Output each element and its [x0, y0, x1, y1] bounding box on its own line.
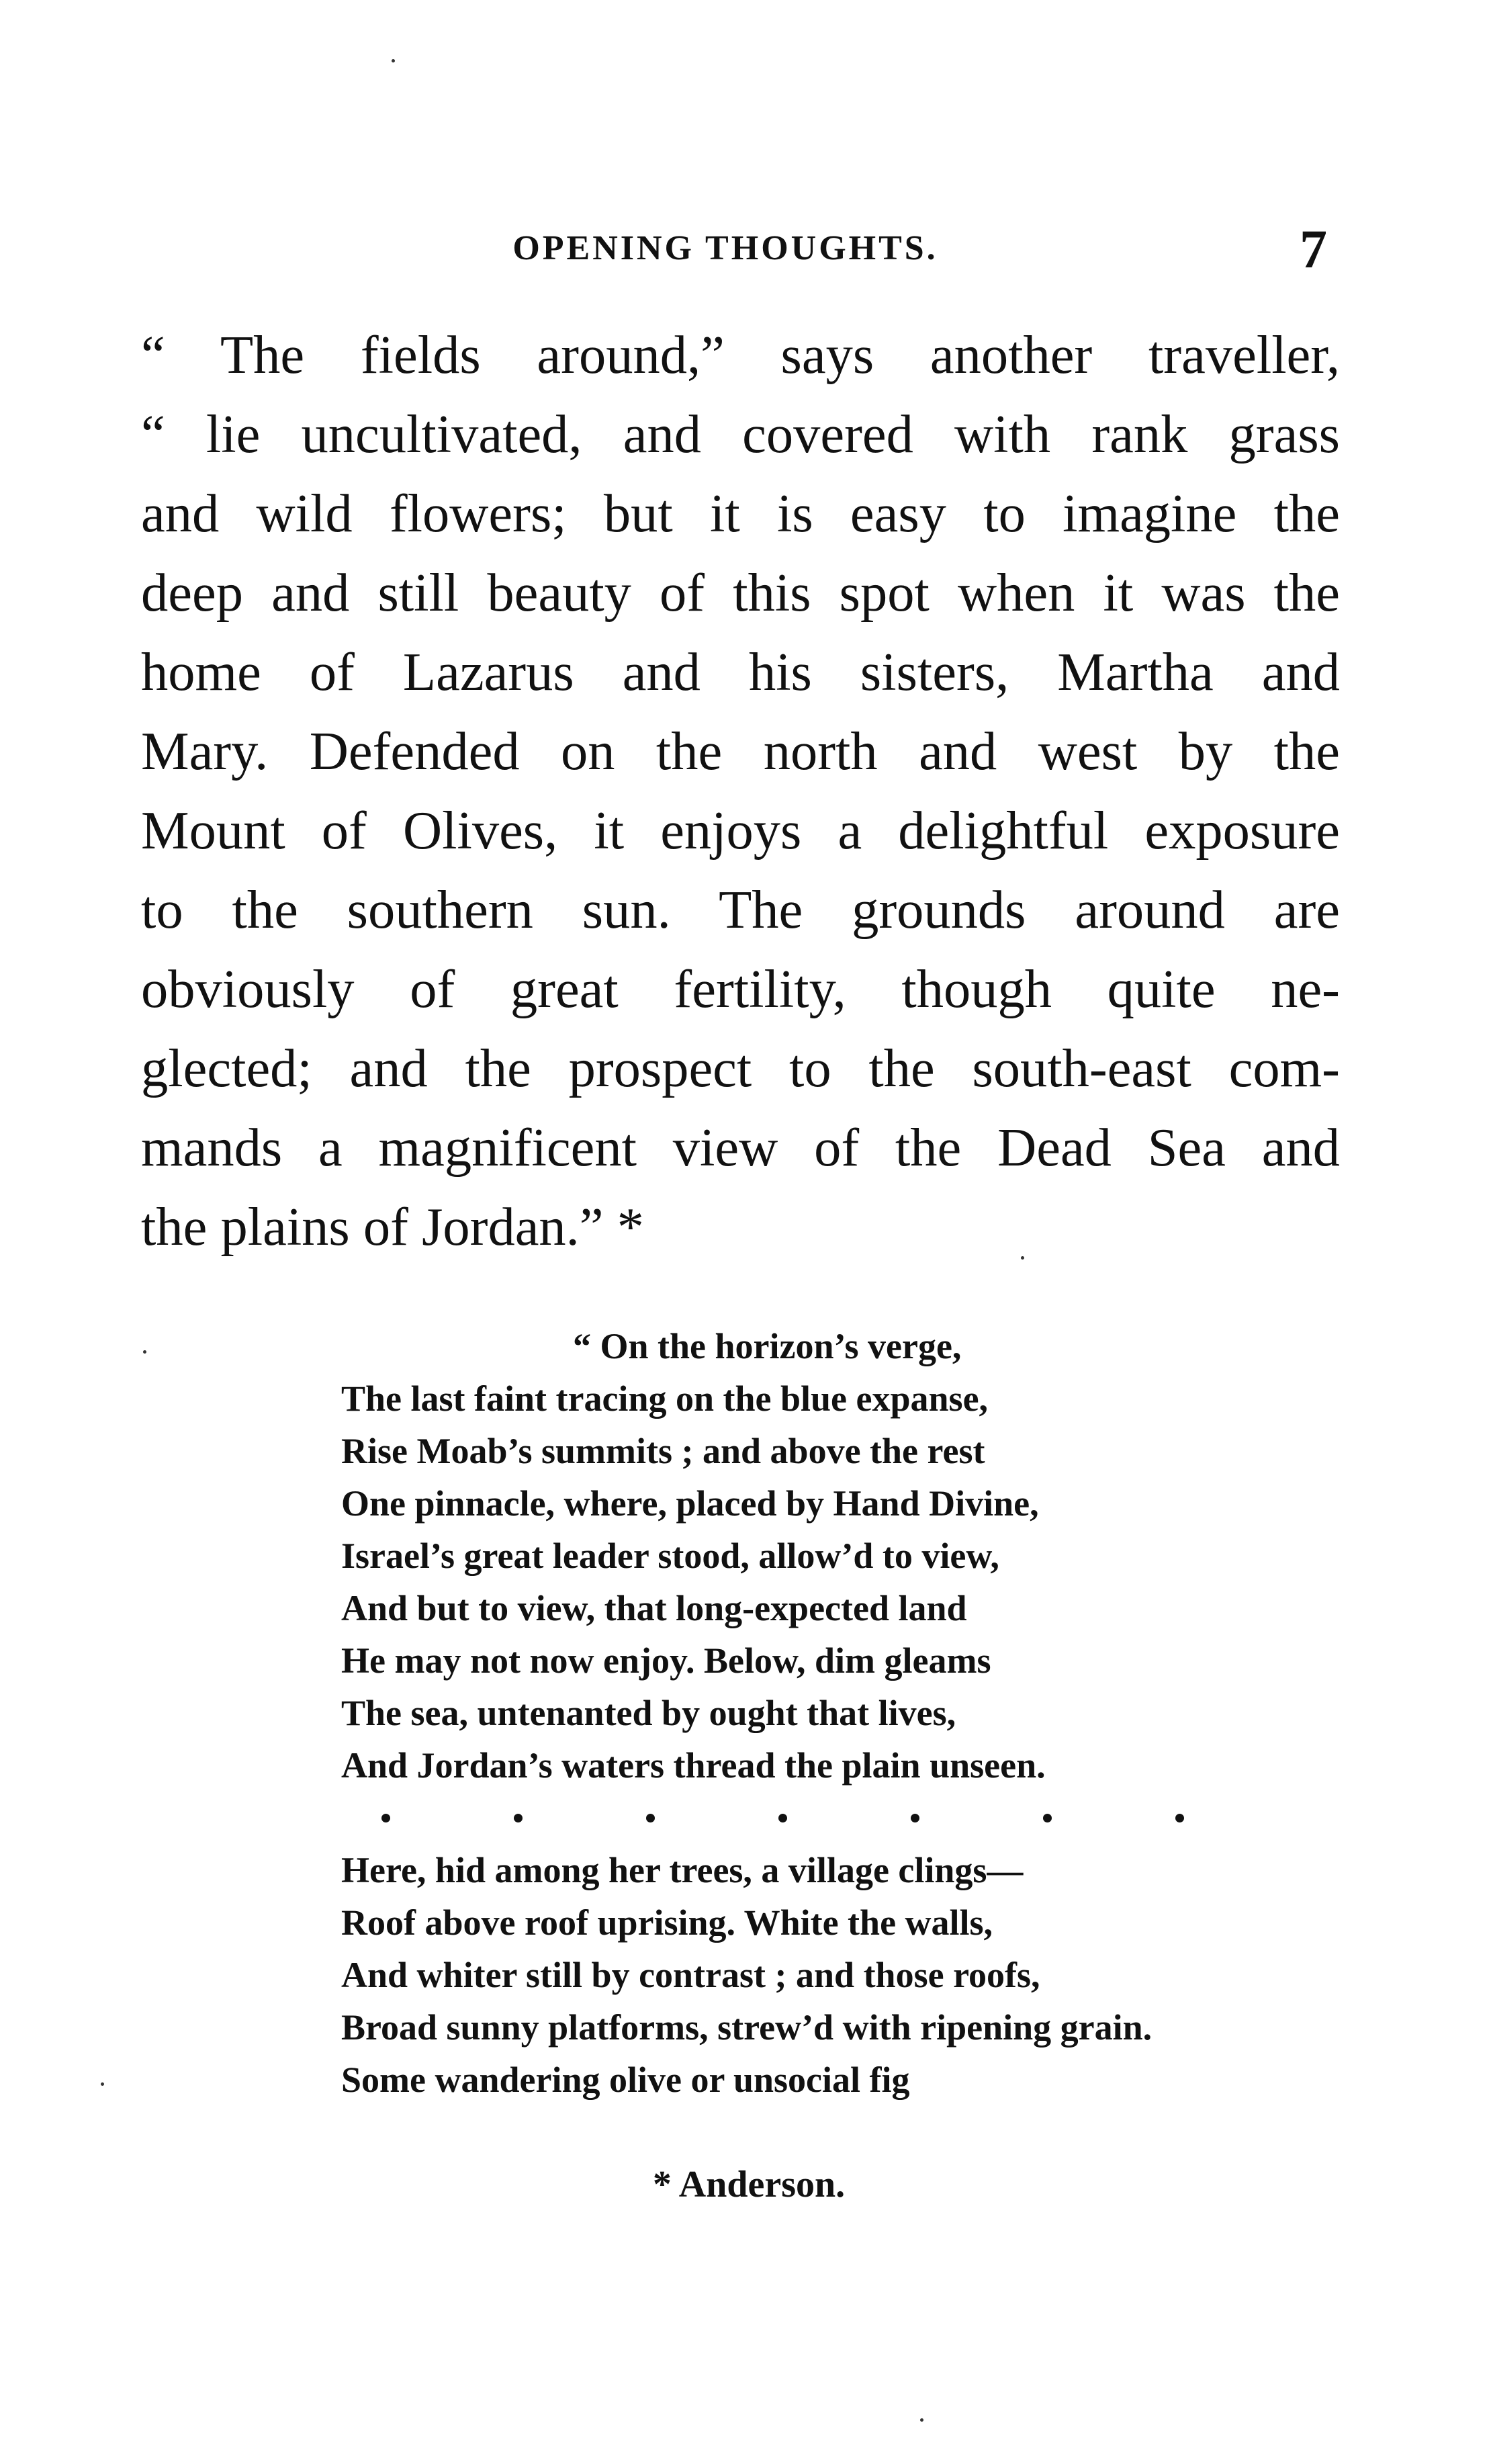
prose-line: “ lie uncultivated, and covered with rank grass [141, 404, 1340, 464]
verse-line: Roof above roof uprising. White the walls, [341, 1902, 993, 1943]
verse-line: Israel’s great leader stood, allow’d to view, [341, 1536, 999, 1576]
footnote: * Anderson. [652, 2164, 846, 2205]
separator-dot [646, 1814, 655, 1822]
prose-line: mands a magnificent view of the Dead Sea and [141, 1118, 1340, 1178]
separator-dot [381, 1814, 390, 1822]
verse-line: Broad sunny platforms, strew’d with ripening grain. [341, 2007, 1153, 2048]
prose-line: obviously of great fertility, though quite ne- [141, 959, 1340, 1019]
prose-line: “ The fields around,” says another traveller, [141, 325, 1340, 385]
separator-dot [1043, 1814, 1052, 1822]
verse-line: The last faint tracing on the blue expanse, [341, 1378, 989, 1419]
prose-paragraph [141, 316, 1340, 1267]
prose-line: home of Lazarus and his sisters, Martha and [141, 642, 1340, 702]
paper-speck [101, 2082, 104, 2086]
verse-line: And but to view, that long-expected land [341, 1588, 967, 1628]
paper-speck [143, 1350, 146, 1354]
prose-line: and wild flowers; but it is easy to imagine the [141, 484, 1340, 543]
separator-dot [778, 1814, 787, 1822]
running-head [0, 218, 1491, 282]
separator-dot [1175, 1814, 1184, 1822]
verse-line: And whiter still by contrast ; and those roofs, [341, 1955, 1040, 1995]
separator-dot [514, 1814, 523, 1822]
verse-line: Here, hid among her trees, a village clings— [341, 1850, 1024, 1890]
verse-line: One pinnacle, where, placed by Hand Divine, [341, 1483, 1039, 1524]
prose-line: glected; and the prospect to the south-east com- [141, 1039, 1340, 1098]
prose-line: deep and still beauty of this spot when it was the [141, 563, 1340, 623]
verse-line: He may not now enjoy. Below, dim gleams [341, 1640, 991, 1681]
separator-dot [911, 1814, 919, 1822]
verse-quotation [341, 1320, 1281, 2106]
verse-line: Some wandering olive or unsocial fig [341, 2060, 910, 2100]
ellipsis-separator [381, 1792, 1184, 1844]
verse-line: And Jordan’s waters thread the plain unseen. [341, 1745, 1046, 1786]
verse-line: The sea, untenanted by ought that lives, [341, 1693, 956, 1733]
prose-line: the plains of Jordan.” * [141, 1197, 644, 1257]
paper-speck [920, 2418, 923, 2422]
verse-line: Rise Moab’s summits ; and above the rest [341, 1431, 985, 1471]
paper-speck [1021, 1256, 1024, 1260]
running-title: OPENING THOUGHTS. [512, 229, 938, 267]
prose-line: Mary. Defended on the north and west by the [141, 721, 1340, 781]
prose-line: Mount of Olives, it enjoys a delightful exposure [141, 801, 1340, 861]
verse-line: “ On the horizon’s verge, [573, 1326, 962, 1366]
prose-line: to the southern sun. The grounds around are [141, 880, 1340, 940]
page-number: 7 [1300, 218, 1327, 279]
paper-speck [392, 59, 395, 62]
